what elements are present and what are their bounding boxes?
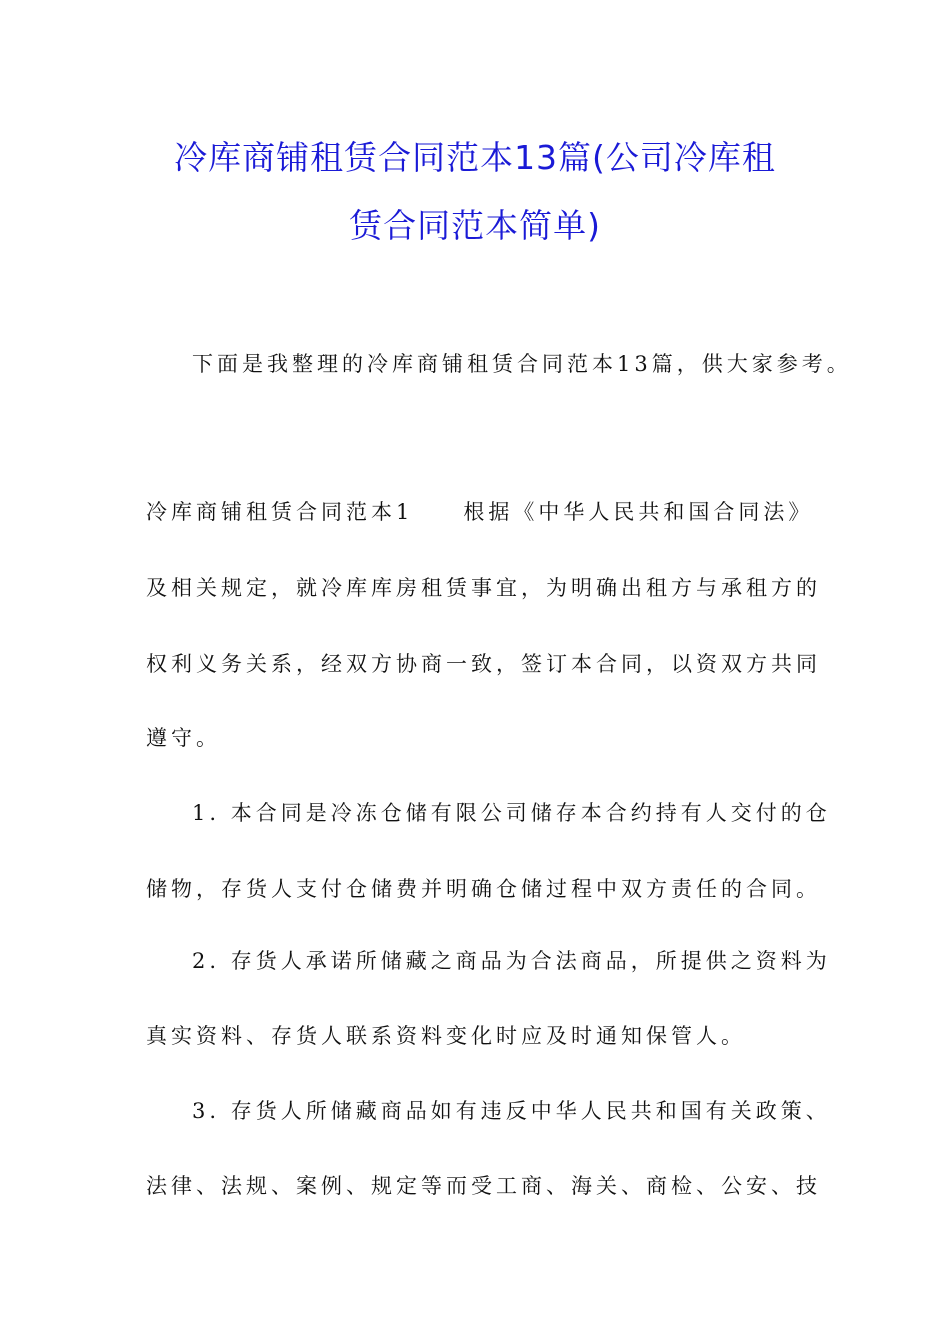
document-title-line-1: 冷库商铺租赁合同范本13篇(公司冷库租 xyxy=(174,138,776,177)
clause-1-line: 储物，存货人支付仓储费并明确仓储过程中双方责任的合同。 xyxy=(146,877,821,901)
body-line: 及相关规定，就冷库库房租赁事宜，为明确出租方与承租方的 xyxy=(146,576,821,600)
document-title-line-2: 赁合同范本简单) xyxy=(349,206,601,245)
body-line: 权利义务关系，经双方协商一致，签订本合同，以资双方共同 xyxy=(146,652,821,676)
clause-3-line: 法律、法规、案例、规定等而受工商、海关、商检、公安、技 xyxy=(146,1174,821,1198)
body-line: 冷库商铺租赁合同范本1 根据《中华人民共和国合同法》 xyxy=(146,500,814,524)
clause-1-line: 1. 本合同是冷冻仓储有限公司储存本合约持有人交付的仓 xyxy=(192,801,831,825)
clause-2-line: 2. 存货人承诺所储藏之商品为合法商品，所提供之资料为 xyxy=(192,949,831,973)
intro-paragraph: 下面是我整理的冷库商铺租赁合同范本13篇，供大家参考。 xyxy=(192,352,852,376)
body-line: 遵守。 xyxy=(146,726,221,750)
clause-3-line: 3. 存货人所储藏商品如有违反中华人民共和国有关政策、 xyxy=(192,1099,831,1123)
clause-2-line: 真实资料、存货人联系资料变化时应及时通知保管人。 xyxy=(146,1024,746,1048)
